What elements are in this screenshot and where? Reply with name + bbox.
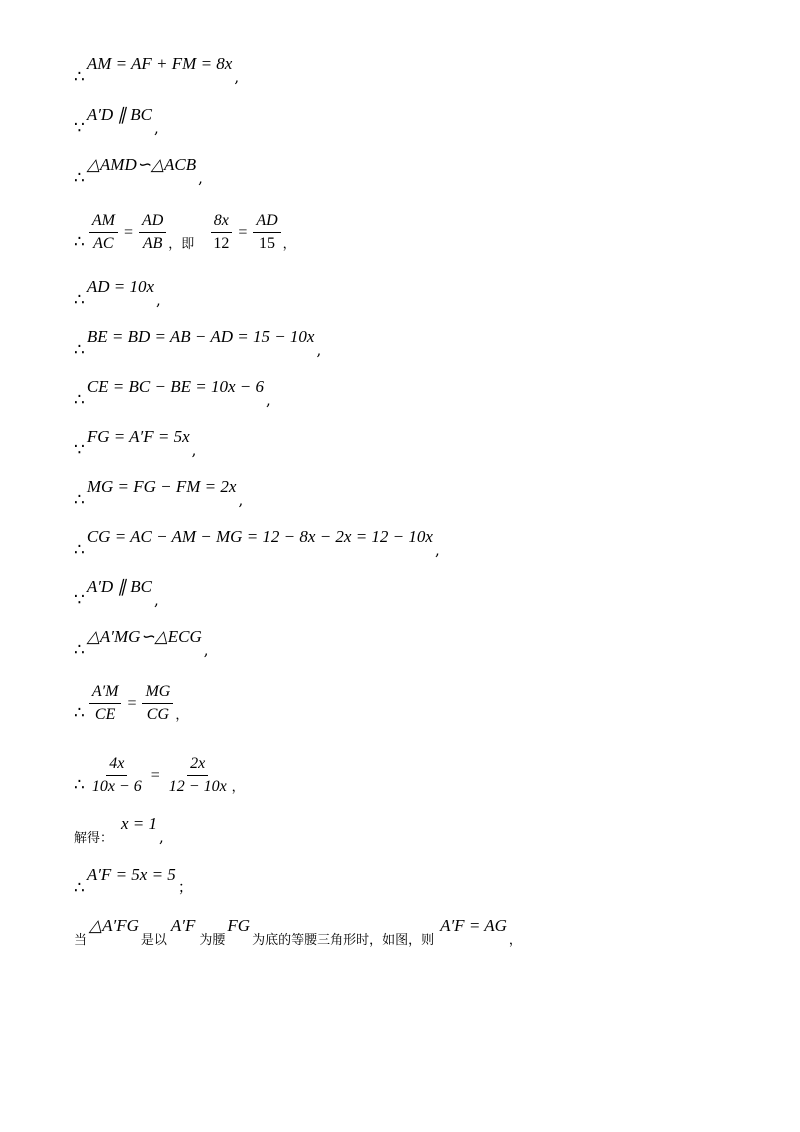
text: 当 [74,933,88,948]
solution-line-5 [74,277,161,310]
because-symbol: ∵ [74,118,85,138]
equation: AD = 10x [86,277,155,296]
solution-line-1 [74,54,240,87]
solution-line-12 [74,627,209,660]
numerator: AD [253,212,280,233]
punctuation: , [198,169,203,187]
equation: A′F = 5x = 5 [86,865,176,884]
because-symbol: ∵ [74,440,85,460]
equation: MG = FG − FM = 2x [86,477,237,496]
therefore-symbol: ∴ [74,703,85,723]
fraction [139,212,166,253]
denominator: AC [93,235,114,252]
because-symbol: ∵ [74,590,85,610]
solution-line-9 [74,477,244,510]
therefore-symbol: ∴ [74,390,85,410]
solution-line-8 [74,427,197,460]
solution-line-7 [74,377,271,410]
solution-line-17 [74,916,522,948]
solution-line-13 [74,683,188,724]
punctuation: , [203,641,209,659]
numerator: AM [89,212,118,233]
math-expression: △A′FG [89,916,139,935]
equals-sign: = [123,223,133,241]
equation: CG = AC − AM − MG = 12 − 8x − 2x = 12 − 10x [86,527,433,546]
equals-sign: = [127,694,137,712]
denominator: 12 [213,235,230,252]
equation: A′D ∥ BC [86,577,152,596]
fraction [142,683,173,724]
punctuation: ； [177,878,193,896]
text: 是以 [140,933,167,948]
punctuation: , [234,68,240,86]
numerator: 8x [211,212,232,233]
punctuation: , [156,291,161,309]
denominator: AB [142,235,163,252]
punctuation: , [153,591,159,609]
denominator: 15 [259,235,275,252]
solution-line-6 [74,327,322,360]
math-expression: A′F = AG [440,916,507,935]
math-expression: A′F [170,916,196,935]
fraction [253,212,280,253]
equation: CE = BC − BE = 10x − 6 [86,377,264,396]
therefore-symbol: ∴ [74,540,85,560]
math-expression: FG [227,916,251,935]
punctuation: ， [231,780,245,795]
solution-line-16 [74,865,193,898]
solution-line-11 [74,577,159,610]
equation: △AMD∽△ACB [86,155,197,174]
solve-label: 解得： [74,831,114,846]
therefore-symbol: ∴ [74,640,85,660]
fraction [89,755,145,796]
text: 为腰 [199,933,226,948]
denominator: 12 − 10x [168,778,227,795]
text: 为底的等腰三角形时，如图，则 [252,933,435,948]
fraction [89,683,122,724]
therefore-symbol: ∴ [74,232,85,252]
therefore-symbol: ∴ [74,290,85,310]
numerator: A′M [89,683,122,704]
equation: FG = A′F = 5x [86,427,190,446]
punctuation: , [191,441,197,459]
text: ，即 [168,237,195,252]
solution-line-15 [74,814,164,846]
therefore-symbol: ∴ [74,67,85,87]
therefore-symbol: ∴ [74,490,85,510]
denominator: CG [146,706,170,723]
equals-sign: = [150,766,160,784]
numerator: 4x [106,755,127,776]
punctuation: , [316,341,322,359]
punctuation: ， [508,933,522,948]
denominator: 10x − 6 [91,778,142,795]
punctuation: , [265,391,271,409]
punctuation: , [238,491,244,509]
numerator: 2x [187,755,208,776]
solution-line-3 [74,155,203,188]
punctuation: , [434,541,440,559]
punctuation: , [159,828,164,846]
punctuation: , [153,119,159,137]
therefore-symbol: ∴ [74,878,85,898]
fraction [210,212,232,253]
solution-line-10 [74,527,440,560]
therefore-symbol: ∴ [74,775,85,795]
equation: △A′MG∽△ECG [86,627,202,646]
denominator: CE [94,706,116,723]
fraction [166,755,230,796]
punctuation: ， [282,237,296,252]
equation: x = 1 [121,814,158,833]
therefore-symbol: ∴ [74,168,85,188]
punctuation: ， [175,708,189,723]
equals-sign: = [238,223,248,241]
therefore-symbol: ∴ [74,340,85,360]
equation: AM = AF + FM = 8x [86,54,233,73]
numerator: AD [139,212,166,233]
equation: BE = BD = AB − AD = 15 − 10x [86,327,315,346]
fraction [89,212,118,253]
solution-line-14 [74,755,245,796]
numerator: MG [142,683,173,704]
solution-line-4 [74,212,296,253]
equation: A′D ∥ BC [86,105,152,124]
solution-line-2 [74,105,159,138]
